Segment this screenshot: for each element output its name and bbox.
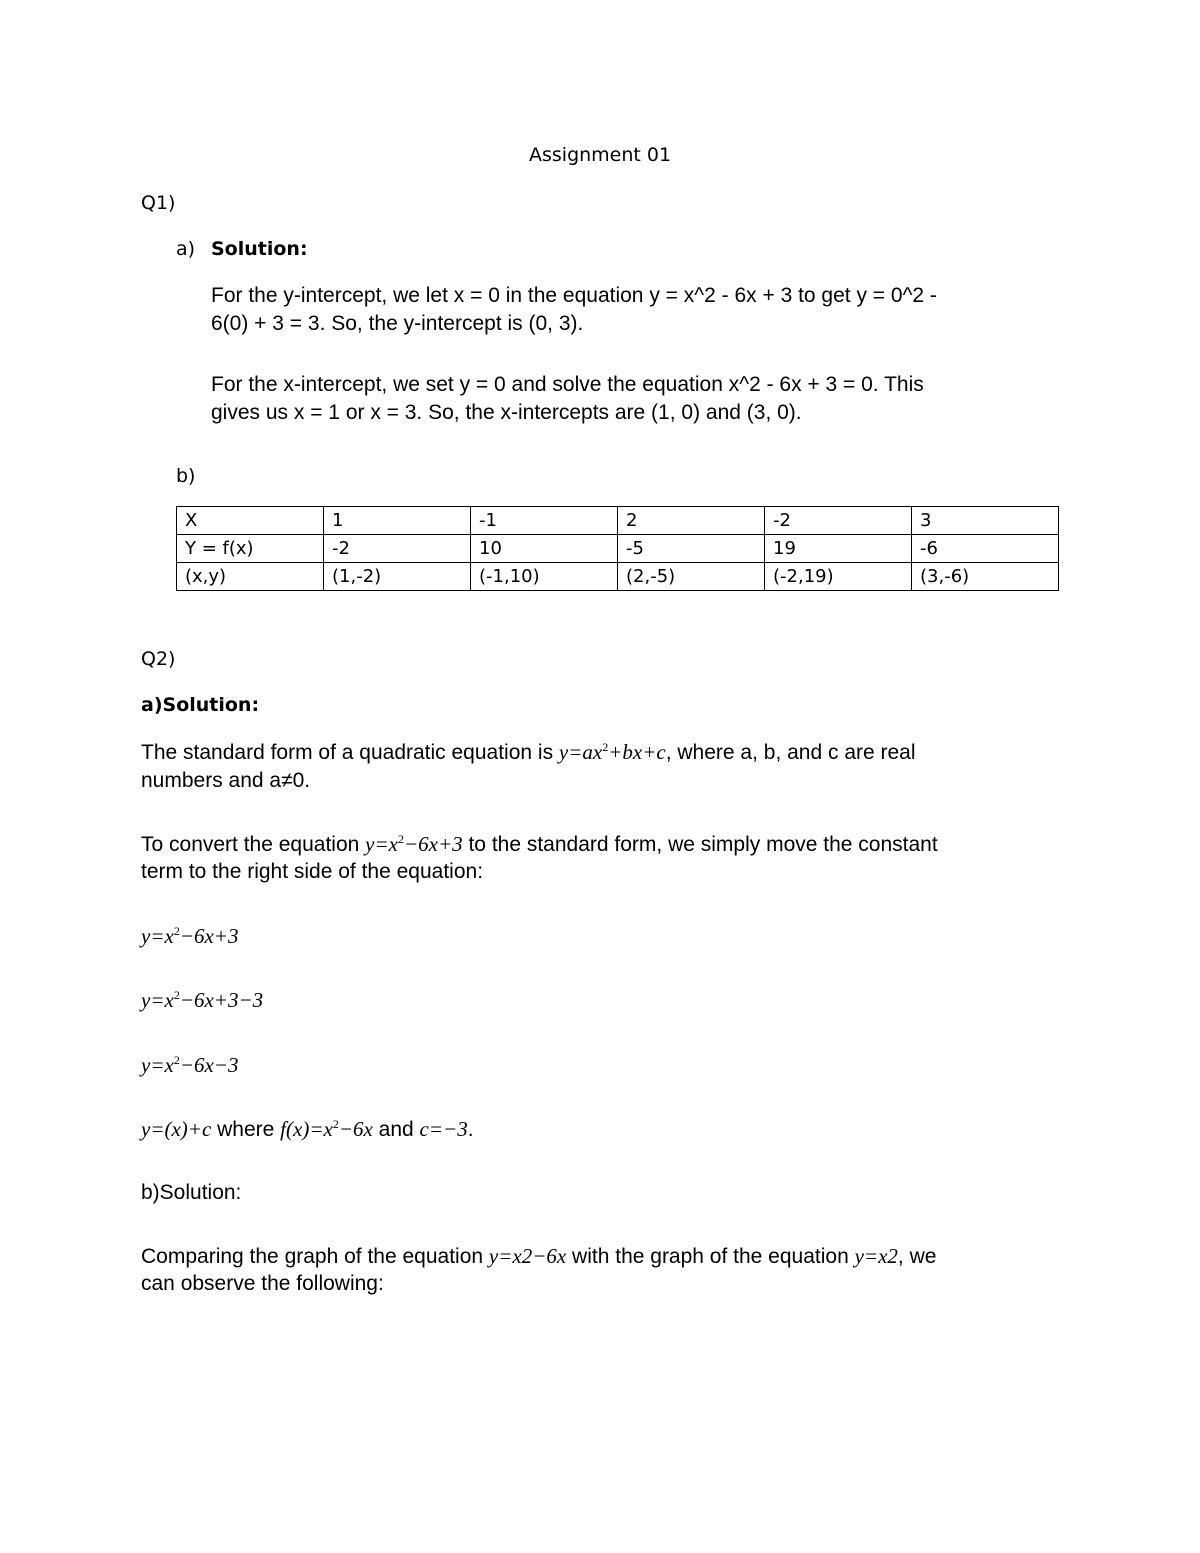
convert-equation-a: y=x [365,832,398,856]
table-row [177,507,1059,535]
q2-step1 [141,924,238,949]
table-cell: 3 [912,507,1059,535]
table-cell: -6 [912,535,1059,563]
q2-step4 [141,1117,474,1142]
step1-b: −6x+3 [179,924,239,948]
table-cell: (-1,10) [471,563,618,591]
q2-compare-line1 [141,1244,936,1269]
table-cell: -2 [765,507,912,535]
compare-post: , we [897,1245,937,1268]
page-title: Assignment 01 [529,144,672,166]
step4-exponent: 2 [332,1117,339,1131]
table-cell: (2,-5) [618,563,765,591]
table-cell: 10 [471,535,618,563]
step4-where: where [211,1118,281,1141]
values-table [176,506,1059,591]
step3-a: y=x [141,1053,174,1077]
convert-equation-b: −6x+3 [403,832,463,856]
q1-a-marker: a) [176,238,196,260]
table-cell: 19 [765,535,912,563]
step2-a: y=x [141,988,174,1012]
table-cell: (3,-6) [912,563,1059,591]
q2-convert-line2: term to the right side of the equation: [141,860,484,883]
q2-step3 [141,1053,238,1078]
q1-para1-line2: 6(0) + 3 = 3. So, the y-intercept is (0, 3). [211,312,584,335]
std-equation-rhs: +bx+c [608,740,666,764]
q2-b-heading: b)Solution: [141,1181,242,1204]
compare-equation-1: y=x2−6x [488,1244,567,1268]
compare-mid: with the graph of the equation [566,1245,855,1268]
q1-label: Q1) [141,192,176,214]
step2-b: −6x+3−3 [179,988,264,1012]
step3-exponent: 2 [173,1053,180,1067]
table-cell: 1 [324,507,471,535]
step2-exponent: 2 [173,988,180,1002]
q1-para2-line1: For the x-intercept, we set y = 0 and solve the equation x^2 - 6x + 3 = 0. This [211,373,924,396]
std-intro: The standard form of a quadratic equation is [141,741,559,764]
q2-compare-line2: can observe the following: [141,1272,384,1295]
q2-a-heading: a)Solution: [141,694,260,716]
q2-convert-line1 [141,832,938,857]
q1-para1-line1: For the y-intercept, we let x = 0 in the equation y = x^2 - 6x + 3 to get y = 0^2 - [211,284,937,307]
step4-and: and [372,1118,420,1141]
convert-post: to the standard form, we simply move the constant [462,833,938,856]
table-cell: -2 [324,535,471,563]
q2-step2 [141,988,263,1013]
q2-label: Q2) [141,648,176,670]
step4-c: −6x [338,1117,373,1141]
table-cell: 2 [618,507,765,535]
std-equation-exponent: 2 [602,740,609,754]
q2-standard-form-line1 [141,740,916,765]
table-cell: (-2,19) [765,563,912,591]
std-after: , where a, b, and c are real [665,741,916,764]
convert-equation-exponent: 2 [397,832,404,846]
step4-a: y=(x)+c [141,1117,212,1141]
table-cell: -5 [618,535,765,563]
step1-a: y=x [141,924,174,948]
table-cell: Y = f(x) [177,535,324,563]
std-equation-lhs: y=ax [558,740,603,764]
compare-pre: Comparing the graph of the equation [141,1245,489,1268]
table-cell: -1 [471,507,618,535]
table-cell: (x,y) [177,563,324,591]
table-cell: X [177,507,324,535]
step3-b: −6x−3 [179,1053,239,1077]
q1-a-heading: Solution: [211,238,308,260]
compare-equation-2: y=x2 [854,1244,898,1268]
step4-b: f(x)=x [280,1117,333,1141]
step1-exponent: 2 [173,924,180,938]
step4-end: . [467,1118,474,1141]
table-row [177,563,1059,591]
table-row [177,535,1059,563]
q1-b-label: b) [176,465,196,487]
q1-para2-line2: gives us x = 1 or x = 3. So, the x-intercepts are (1, 0) and (3, 0). [211,401,802,424]
table-cell: (1,-2) [324,563,471,591]
step4-d: c=−3 [419,1117,468,1141]
convert-pre: To convert the equation [141,833,366,856]
q2-standard-form-line2: numbers and a≠0. [141,769,311,792]
